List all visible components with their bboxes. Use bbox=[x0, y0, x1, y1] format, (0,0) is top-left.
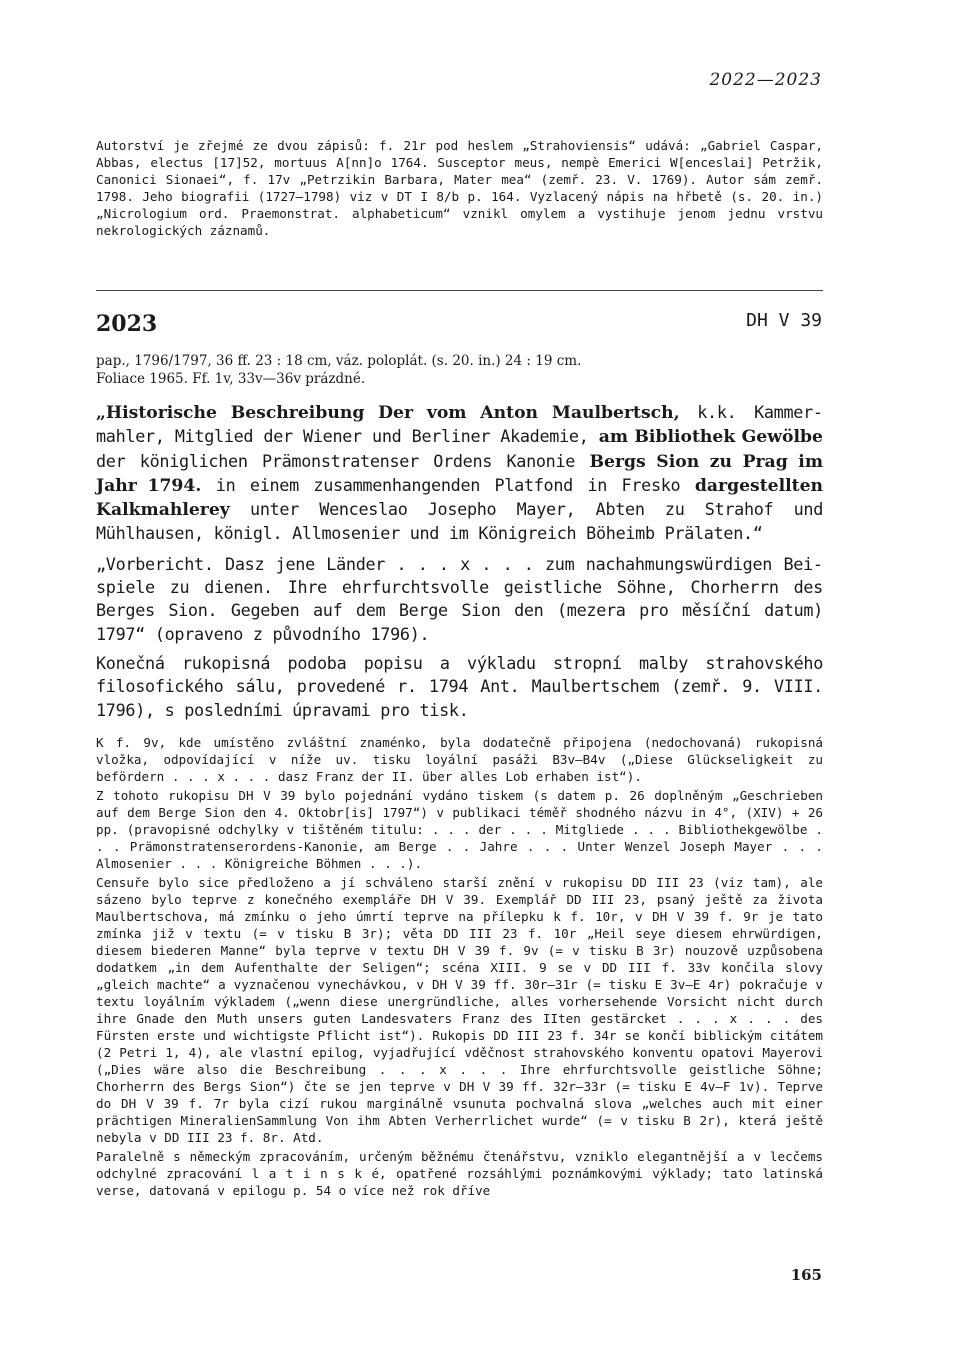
note-paragraph: K f. 9v, kde umístěno zvláštní znaménko, byla dodatečně připojena (nedochovaná) rukopisná vložka, odpovídající v níže uv. tisku loyální pasáži B3v—B4v („Diese Glückseligkeit zu befördern . . . x . . . dasz Franz der II. über alles Lob erhaben ist“). bbox=[96, 735, 823, 784]
title-bold-1: „Historische Beschreibung Der vom Anton Maulbertsch, bbox=[96, 403, 680, 423]
title-text-3: in einem zusammenhangenden Platfond in Fresko bbox=[201, 474, 695, 495]
physical-description bbox=[96, 352, 823, 388]
running-head: 2022—2023 bbox=[709, 70, 822, 90]
manuscript-title bbox=[96, 401, 823, 547]
physical-description-line-1: pap., 1796/1797, 36 ff. 23 : 18 cm, váz. poloplát. (s. 20. in.) 24 : 19 cm. bbox=[96, 353, 582, 369]
preface-text: „Vorbericht. Dasz jene Länder . . . x . . . zum nachahmungswürdigen Beispiele zu dienen. Ihre ehrfurchtsvolle geistliche Söhne, Chorherrn des Berges Sion. Gegeben auf dem Berge Sion den (mezera pro měsíční datum) 1797“ (opraveno z původního 1796). bbox=[96, 553, 823, 644]
title-text-2: der königlichen Prämonstratenser Ordens Kanonie bbox=[96, 450, 590, 471]
intro-note: Autorství je zřejmé ze dvou zápisů: f. 21r pod heslem „Strahoviensis“ udává: „Gabriel Caspar, Abbas, electus [17]52, mortuus A[nn]o 1764. Susceptor meus, nempè Emerici W[enceslai] Petržik, Canonici Sionaei“, f. 17v „Petrzikin Barbara, Mater mea“ (zemř. 23. V. 1769). Autor sám zemř. 1798. Jeho biografii (1727—1798) viz v DT I 8/b p. 164. Vyzlacený nápis na hřbetě (s. 20. in.) „Nicrologium ord. Praemonstrat. alphabeticum“ vznikl omylem a vystihuje jenom jednu vrstvu nekrologických záznamů. bbox=[96, 138, 823, 238]
section-divider bbox=[96, 290, 823, 291]
page-number: 165 bbox=[790, 1266, 822, 1284]
title-bold-3: Bergs Sion zu Prag im Jahr 1794. bbox=[96, 451, 824, 496]
note-paragraph: Censuře bylo sice předloženo a jí schváleno starší znění v rukopisu DD III 23 (viz tam), ale sázeno bylo teprve z konečného exempláře DH V 39. Exemplář DD III 23, psaný ještě za života Maulbertschova, má zmínku o jeho úmrtí teprve na přílepku k f. 10r, v DH V 39 f. 9r je tato zmínka již v textu (= v tisku B 3r); věta DD III 23 f. 10r „Heil seye diesem ehrwürdigen, diesem biederen Manne“ byla teprve v textu DH V 39 f. 9v (= v tisku B 3r) nouzově uzpůsobena dodatkem „in dem Aufenthalte der Seligen“; scéna XIII. 9 se v DD III f. 33v končila slovy „gleich machte“ a vyznačenou vynechávkou, v DH V 39 ff. 30r—31r (= tisku E 3v—E 4r) pokračuje v textu loyálním výkladem („wenn diese unergründliche, alles vorhersehende Vorsicht nicht durch ihre Gnade den Muth unsers guten Landesvaters Franz des IIten gestärcket . . . x . . . des Fürsten erste und wichtigste Pflicht ist“). Rukopis DD III 23 f. 34r se končí biblickým citátem (2 Petri 1, 4), ale vlastní epilog, vyjadřující vděčnost strahovského konventu opatovi Mayerovi („Dies wäre also die Beschreibung . . . x . . . Ihre ehrfurchtsvolle geistliche Söhne; Chorherrn des Bergs Sion“) čte se jen teprve v DH V 39 ff. 32r—33r (= tisku E 4v—F 1v). Teprve do DH V 39 f. 7r byla cizí rukou marginálně vsunuta pochvalná slova „welches auch mit einer prächtigen MineralienSammlung Von ihm Abten Verherrlichet wurde“ (= v tisku B 2r), která ještě nebyla v DD III 23 f. 8r. Atd. bbox=[96, 875, 823, 1145]
entry-body bbox=[96, 401, 823, 722]
shelfmark: DH V 39 bbox=[746, 310, 822, 331]
physical-description-line-2: Foliace 1965. Ff. 1v, 33v—36v prázdné. bbox=[96, 371, 366, 387]
title-text-1: k.k. Kammermahler, Mitglied der Wiener und Berliner Akademie, bbox=[96, 402, 824, 447]
title-text-4: unter Wenceslao Josepho Mayer, Abten zu Strahof und Mühlhausen, königl. Allmosenier und im Königreich Böheimb Prälaten.“ bbox=[96, 499, 823, 544]
title-bold-2: am Bibliothek Gewölbe bbox=[598, 427, 823, 448]
note-paragraph: Paralelně s německým zpracováním, určeným běžnému čtenářstvu, vzniklo elegantnější a v lecčems odchylné zpracování l a t i n s k é, opatřené rozsáhlými poznámkovými výklady; tato latinská verse, datovaná v epilogu p. 54 o více než rok dříve bbox=[96, 1149, 823, 1198]
summary-text: Konečná rukopisná podoba popisu a výkladu stropní malby strahovského filosofického sálu, provedené r. 1794 Ant. Maulbertschem (zemř. 9. VIII. 1796), s posledními úpravami pro tisk. bbox=[96, 652, 823, 720]
notes-section bbox=[96, 734, 823, 1201]
entry-number: 2023 bbox=[96, 311, 158, 337]
title-bold-4: dargestellten Kalkmahlerey bbox=[96, 475, 824, 521]
note-paragraph: Z tohoto rukopisu DH V 39 bylo pojednání vydáno tiskem (s datem p. 26 doplněným „Geschrieben auf dem Berge Sion den 4. Oktobr[is] 1797“) v publikaci téměř shodného názvu in 4°, (XIV) + 26 pp. (pravopisné odchylky v tištěném titulu: . . . der . . . Mitgliede . . . Bibliothekgewölbe . . . Prämonstratenserordens-Kanonie, am Berge . . Jahre . . . Unter Wenzel Joseph Mayer . . . Almosenier . . . Königreiche Böhmen . . .). bbox=[96, 788, 823, 871]
